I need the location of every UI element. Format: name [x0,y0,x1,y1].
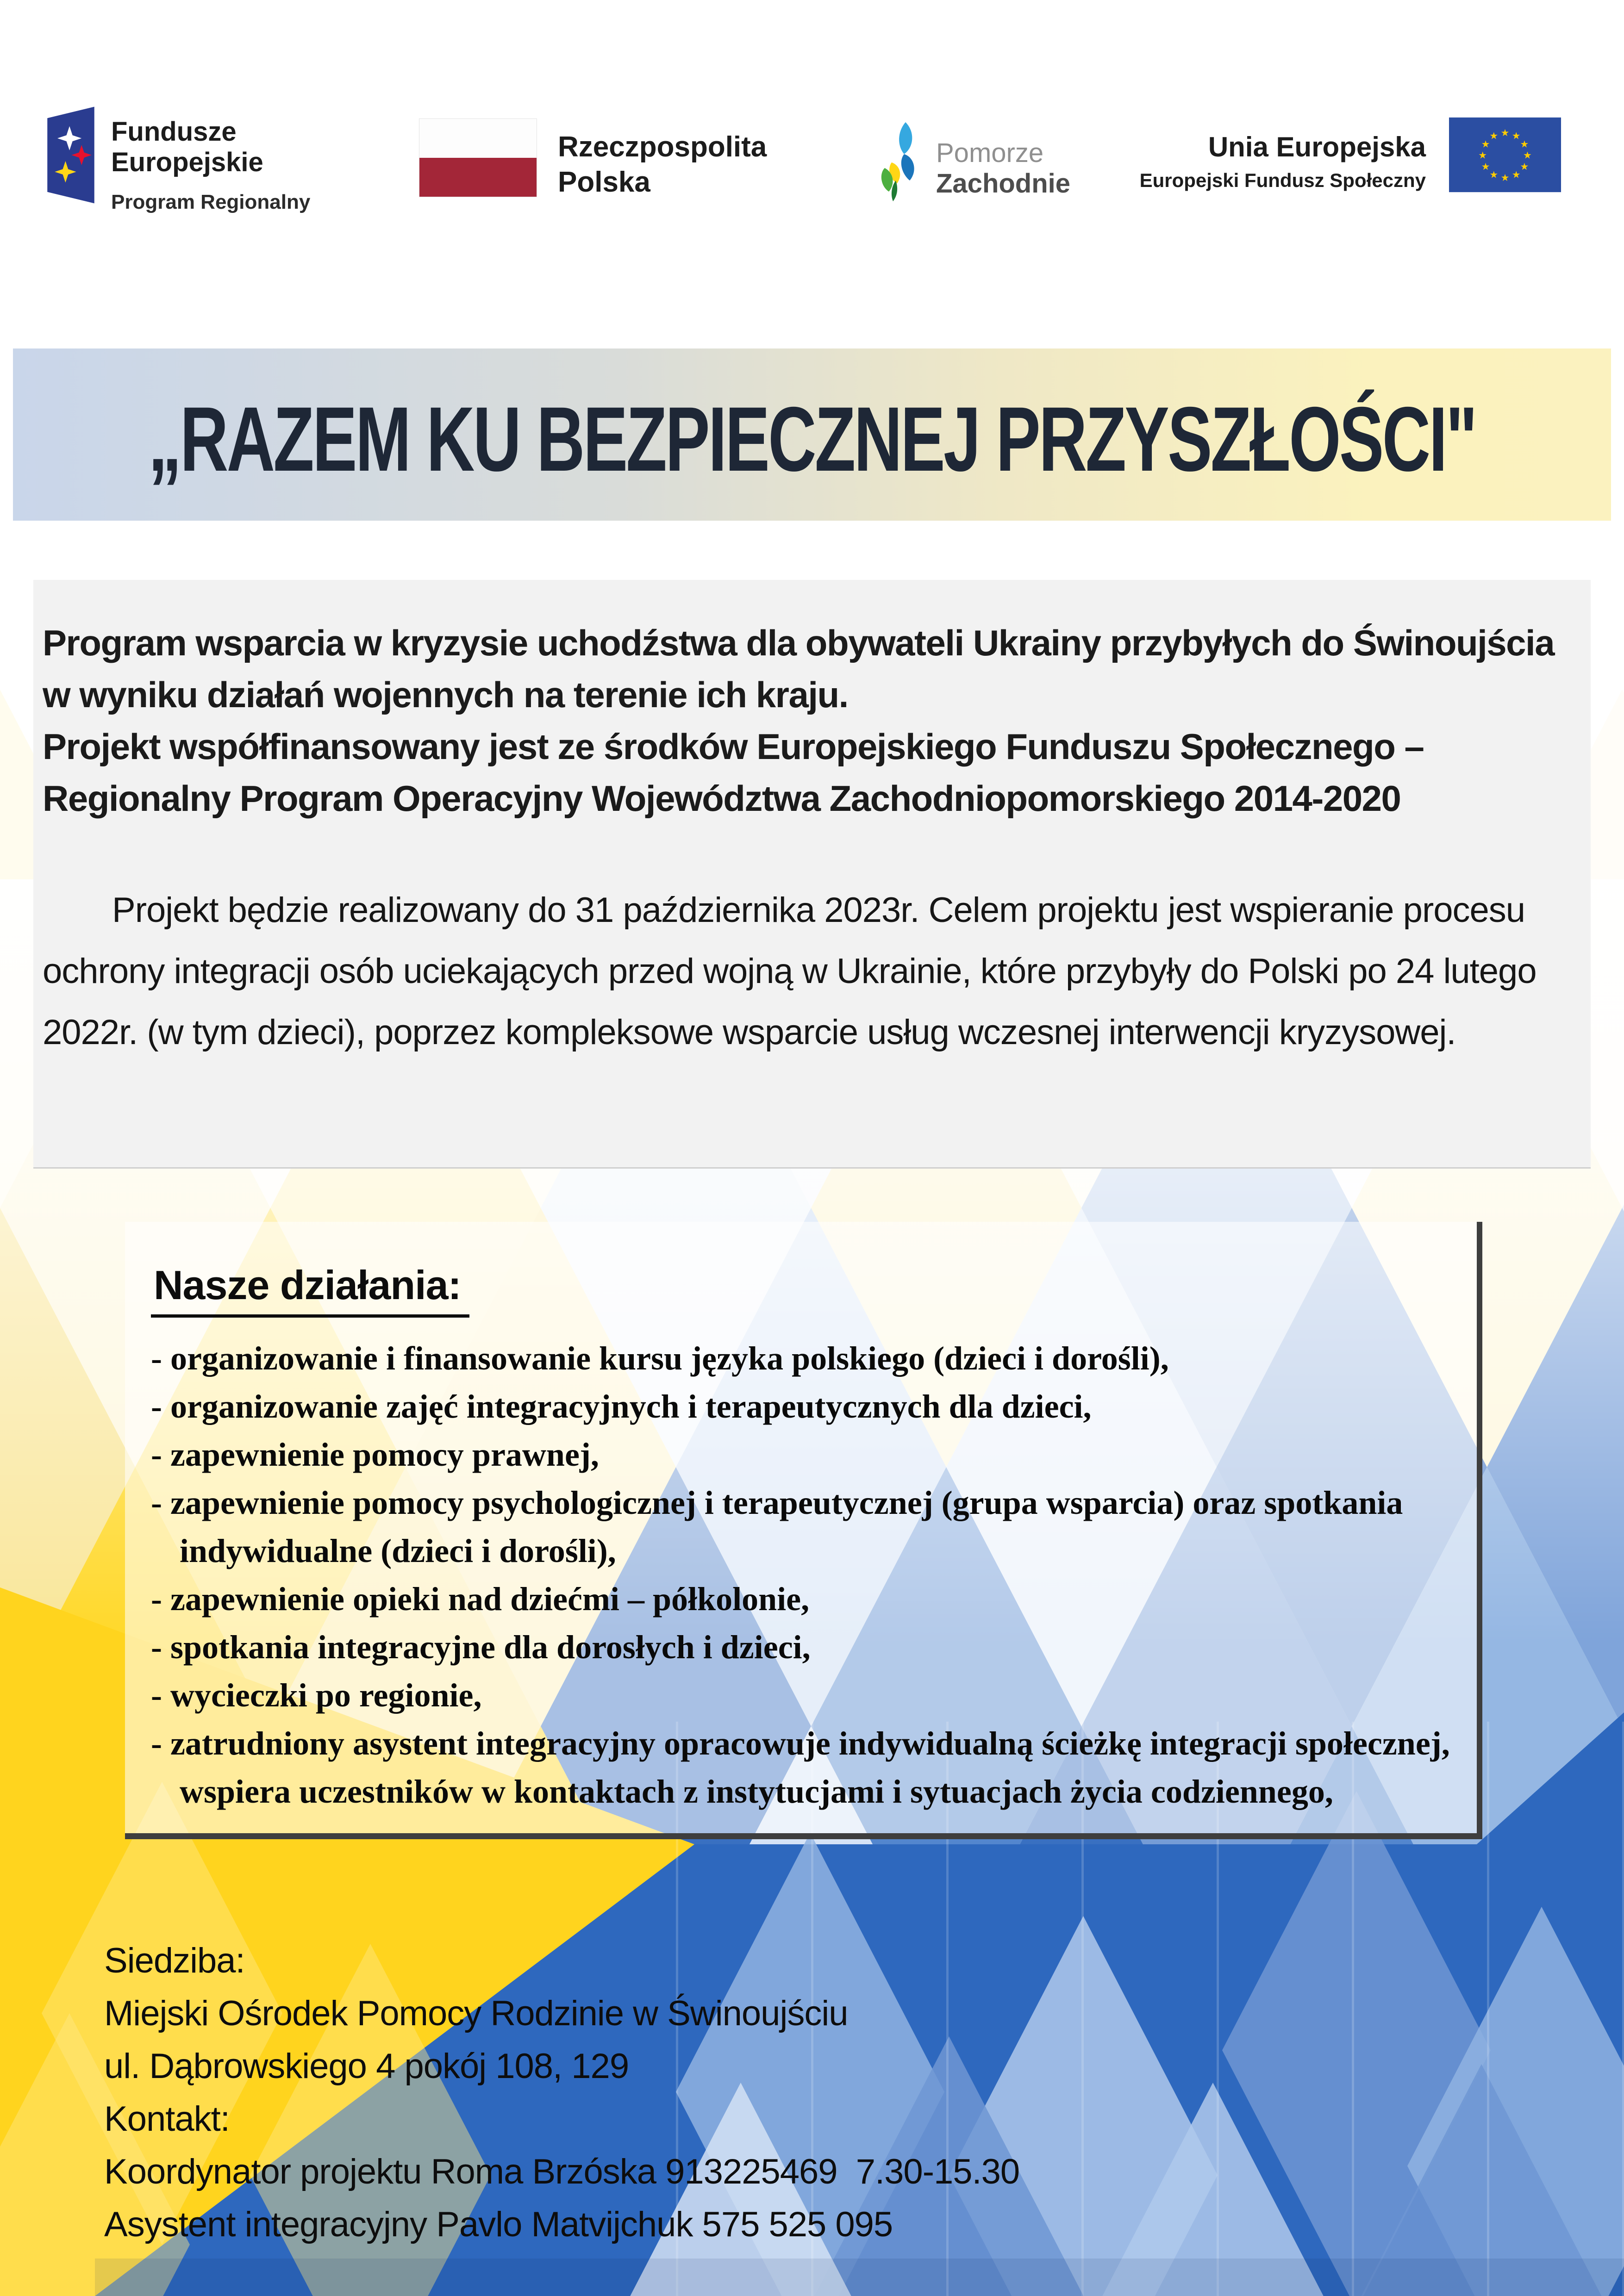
contact-block [104,1935,1019,2251]
poland-flag-icon [419,118,537,197]
fundusze-line1: Fundusze [111,117,237,147]
contact-line: Koordynator projektu Roma Brzóska 913225469 7.30-15.30 [104,2152,1020,2191]
svg-text:★: ★ [1520,138,1529,150]
unia-subtitle: Europejski Fundusz Społeczny [1139,169,1426,191]
pomorze-line2: Zachodnie [936,168,1071,199]
intro-paragraph-1 [43,617,1574,824]
action-item: - zatrudniony asystent integracyjny opracowuje indywidualną ścieżkę integracji społecznej, wspiera uczestników w kontaktach z instytucjami i sytuacjach życia codziennego, [151,1725,1450,1810]
actions-box [125,1222,1482,1839]
svg-text:★: ★ [1478,149,1487,161]
poland-flag-red [419,158,537,197]
polska-line2: Polska [558,166,650,198]
svg-text:★: ★ [1481,161,1490,172]
intro-paragraph-2: Projekt będzie realizowany do 31 października 2023r. Celem projektu jest wspieranie procesu ochrony integracji osób uciekających przed wojną w Ukrainie, które przybyły do Polski po 24 lutego 2022r. (w tym dzieci), poprzez kompleksowe wsparcie usług wczesnej interwencji kryzysowej. [43,890,1537,1052]
polska-line1: Rzeczpospolita [558,131,767,163]
contact-line: Kontakt: [104,2099,230,2139]
svg-text:★: ★ [1512,169,1521,180]
intro-p2-text: Projekt współfinansowany jest ze środków Europejskiego Funduszu Społecznego – Regionalny Program Operacyjny Województwa Zachodniopomorskiego 2014-2020 [43,726,1424,819]
pomorze-zachodnie-icon [864,119,933,203]
actions-list [151,1334,1451,1816]
action-item: - spotkania integracyjne dla dorosłych i dzieci, [151,1629,811,1666]
svg-text:★: ★ [1489,169,1499,180]
action-item: - organizowanie i finansowanie kursu języka polskiego (dzieci i dorośli), [151,1340,1169,1377]
contact-line: ul. Dąbrowskiego 4 pokój 108, 129 [104,2047,629,2086]
action-item: - wycieczki po regionie, [151,1677,482,1714]
fundusze-europejskie-label [111,117,310,218]
fundusze-line2: Europejskie [111,147,263,177]
eu-flag-icon [1449,115,1561,194]
unia-europejska-label [1130,131,1426,192]
svg-text:★: ★ [1523,149,1532,161]
mosaic-bottom-band [95,2259,1624,2296]
svg-text:★: ★ [1500,127,1510,139]
pomorze-line1: Pomorze [936,138,1044,168]
svg-text:★: ★ [1512,130,1521,142]
action-item: - zapewnienie pomocy psychologicznej i terapeutycznej (grupa wsparcia) oraz spotkania indywidualne (dzieci i dorośli), [151,1484,1403,1569]
intro-p1-text: Program wsparcia w kryzysie uchodźstwa dla obywateli Ukrainy przybyłych do Świnoujścia w wyniku działań wojennych na terenie ich kraju. [43,622,1555,715]
actions-heading: Nasze działania: [151,1262,469,1318]
pomorze-zachodnie-label [936,138,1070,199]
unia-line1: Unia Europejska [1208,131,1426,162]
fundusze-subtitle: Program Regionalny [111,191,311,213]
logo-strip [0,0,1624,259]
poland-flag-white [419,119,537,158]
action-item: - zapewnienie opieki nad dziećmi – półkolonie, [151,1580,810,1618]
svg-text:★: ★ [1481,138,1490,150]
svg-text:★: ★ [1489,130,1499,142]
fundusze-europejskie-flag-icon [36,101,106,209]
rzeczpospolita-polska-label [558,130,767,200]
contact-line: Miejski Ośrodek Pomocy Rodzinie w Świnoujściu [104,1994,848,2033]
contact-line: Asystent integracyjny Pavlo Matvijchuk 575 525 095 [104,2205,893,2244]
title-banner [13,348,1611,521]
intro-block [33,580,1591,1169]
svg-text:★: ★ [1520,161,1529,172]
action-item: - organizowanie zajęć integracyjnych i terapeutycznych dla dzieci, [151,1388,1092,1425]
contact-line: Siedziba: [104,1941,245,1980]
poster-title: „RAZEM KU BEZPIECZNEJ PRZYSZŁOŚCI" [148,387,1476,490]
svg-text:★: ★ [1500,172,1510,183]
action-item: - zapewnienie pomocy prawnej, [151,1436,599,1473]
